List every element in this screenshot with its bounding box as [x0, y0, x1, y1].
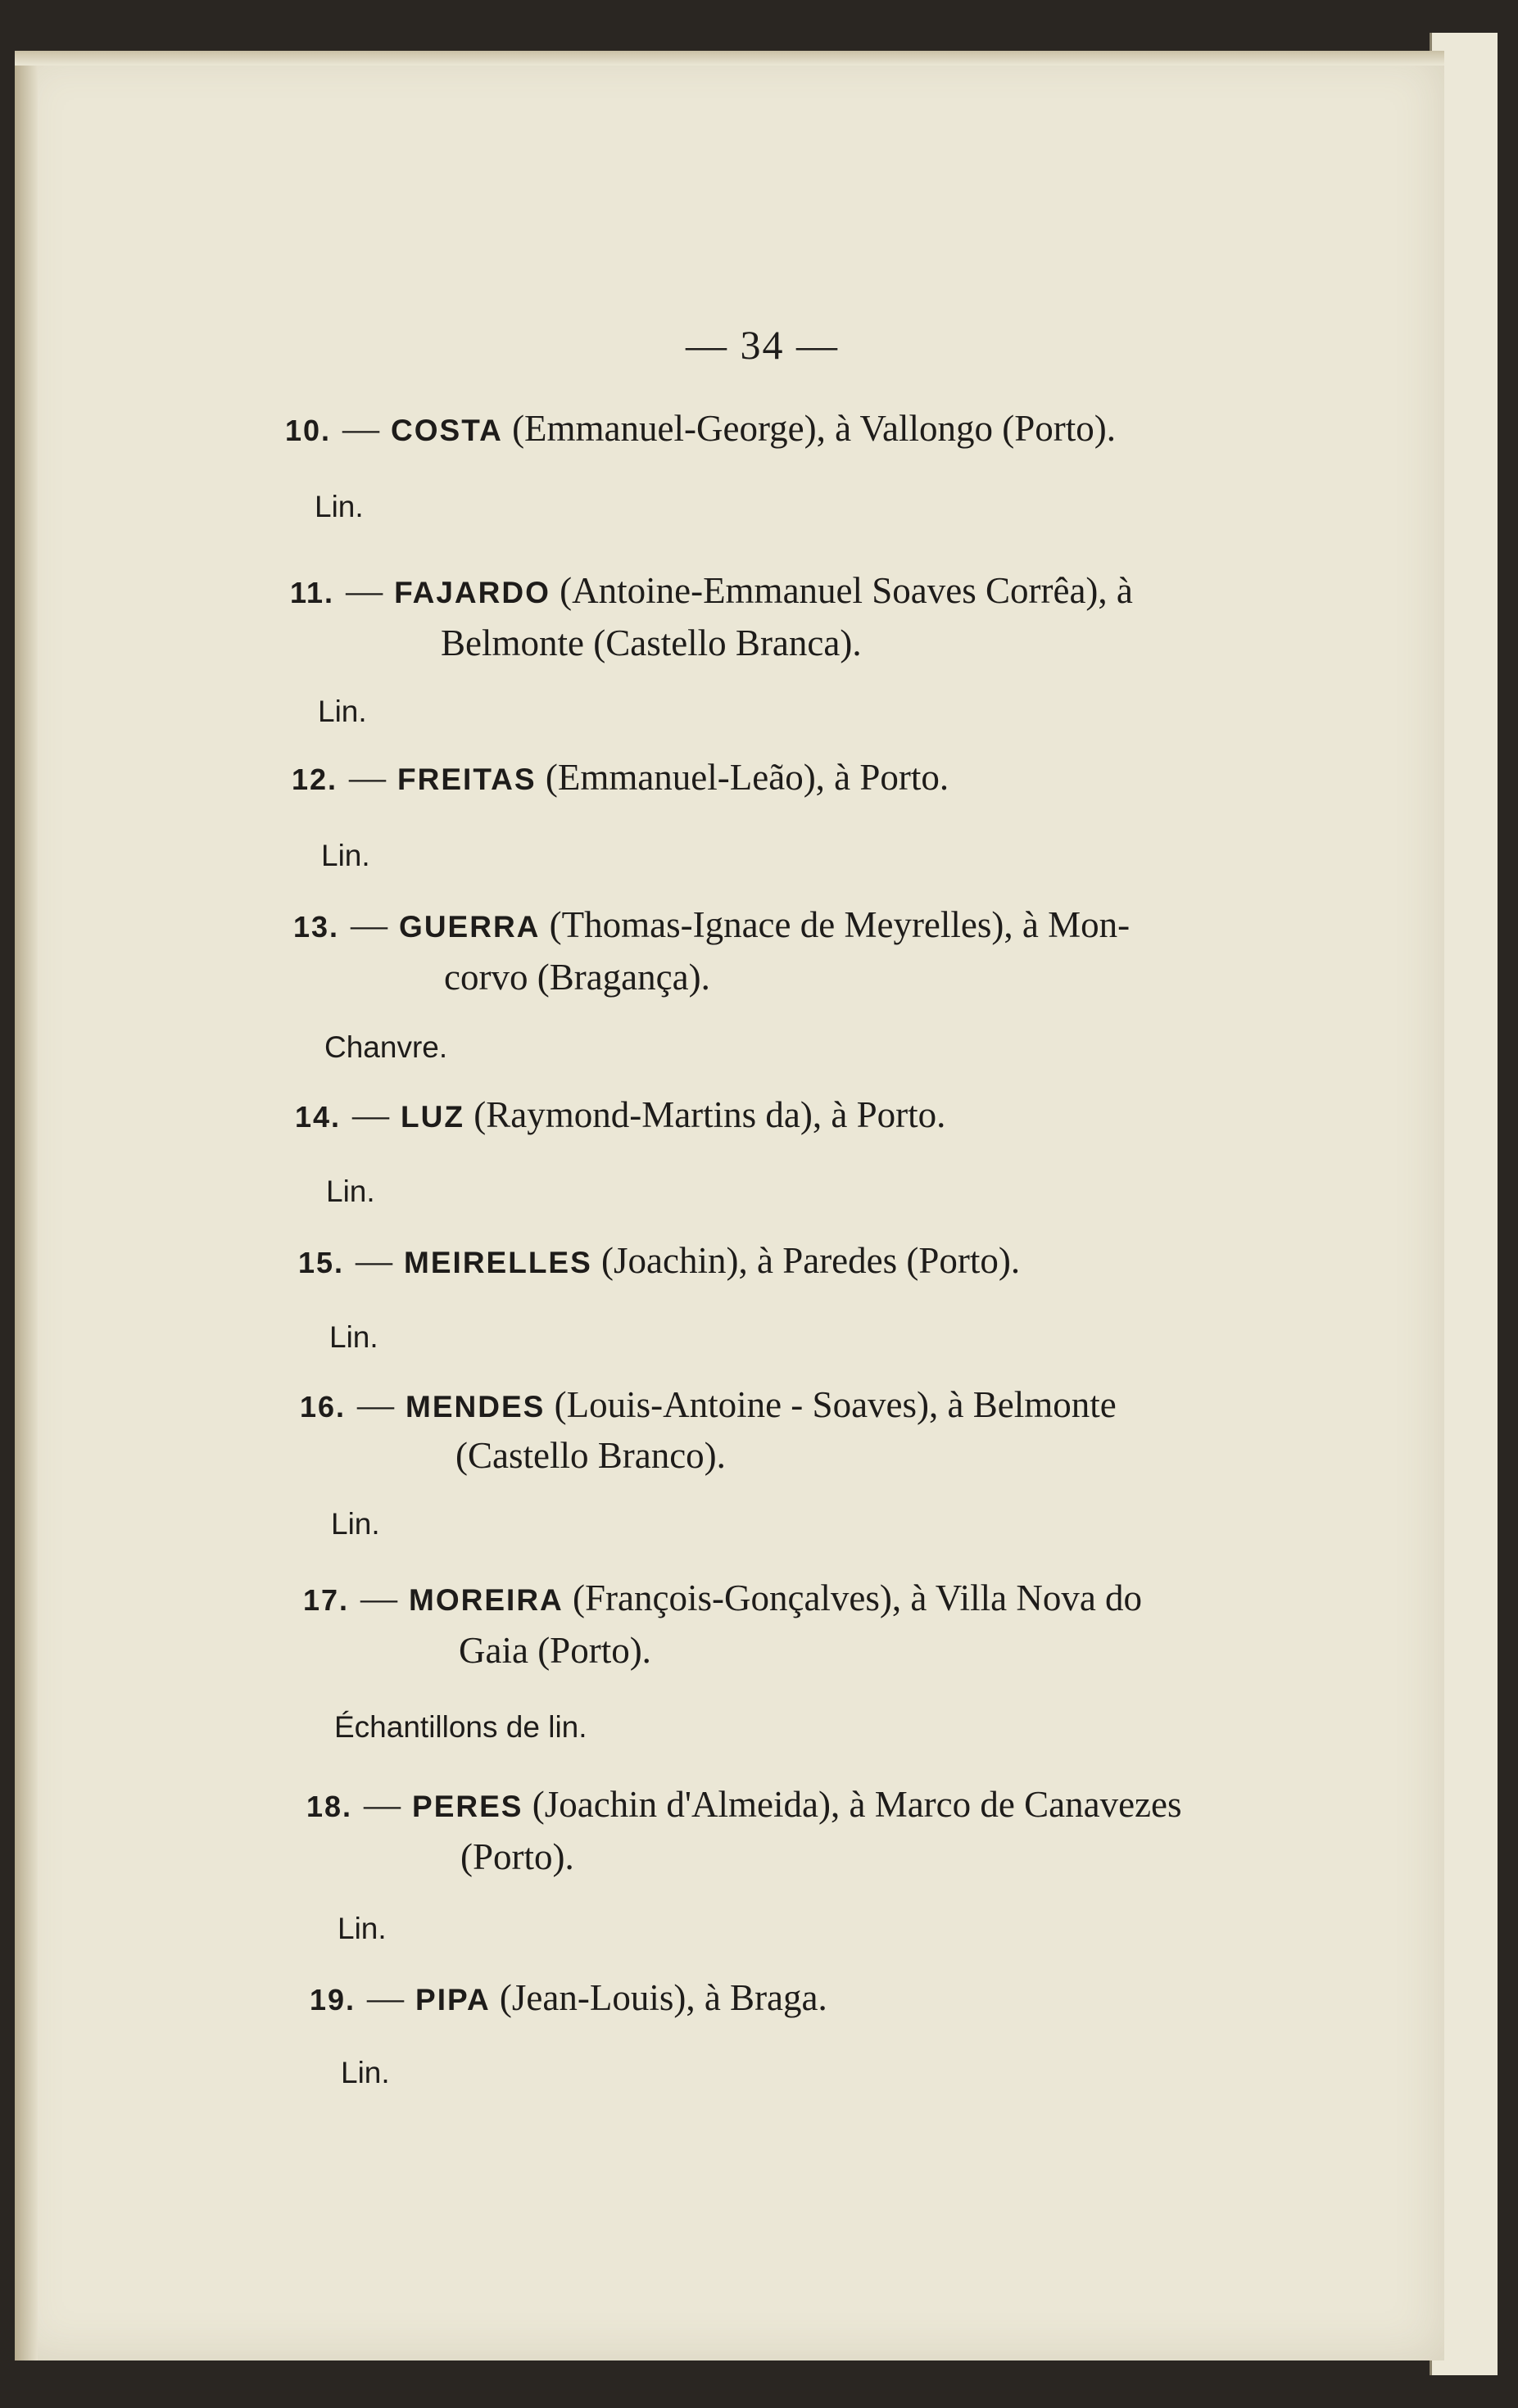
entry-details: (Antoine-Emmanuel Soaves Corrêa), à	[550, 570, 1133, 611]
entry-details: (Joachin d'Almeida), à Marco de Canavezes	[523, 1784, 1182, 1825]
entry-number: 18.	[306, 1790, 353, 1823]
entry-product: Lin.	[338, 1912, 387, 1945]
entry-heading-line	[300, 1379, 1117, 1433]
entry-details: (Emmanuel-George), à Vallongo (Porto).	[502, 408, 1116, 449]
entry-details: (François-Gonçalves), à Villa Nova do	[563, 1577, 1143, 1618]
page-number: — 34 —	[686, 322, 839, 368]
entry-name: FAJARDO	[394, 576, 551, 609]
entry-name: LUZ	[401, 1100, 464, 1134]
entry-name: COSTA	[391, 414, 503, 447]
entry-dash: —	[349, 757, 387, 798]
entry-number: 15.	[298, 1246, 345, 1279]
entry-name: PIPA	[415, 1983, 491, 2016]
entry-heading-line	[298, 1235, 1020, 1288]
entry-product: Lin.	[315, 490, 364, 523]
entry-continuation: Belmonte (Castello Branca).	[441, 622, 862, 663]
entry-product: Lin.	[326, 1175, 375, 1208]
entry-dash: —	[360, 1577, 398, 1618]
entry-dash: —	[352, 1094, 390, 1135]
page-text	[15, 51, 1444, 2360]
entry-continuation: corvo (Bragança).	[444, 957, 710, 998]
entry-number: 12.	[292, 763, 338, 796]
entry-product: Lin.	[321, 839, 370, 872]
entry-name: GUERRA	[399, 910, 541, 944]
entry-name: MENDES	[406, 1390, 546, 1424]
entry-number: 16.	[300, 1390, 347, 1424]
entry-dash: —	[357, 1384, 395, 1425]
entry-details: (Louis-Antoine - Soaves), à Belmonte	[545, 1384, 1117, 1425]
entry-continuation: (Castello Branco).	[455, 1435, 726, 1476]
entry-name: MEIRELLES	[404, 1246, 592, 1279]
entry-heading-line	[290, 565, 1133, 618]
entry-name: MOREIRA	[409, 1583, 564, 1617]
entry-dash: —	[356, 1240, 393, 1281]
entry-name: FREITAS	[397, 763, 537, 796]
entry-continuation: (Porto).	[460, 1836, 574, 1877]
entry-name: PERES	[412, 1790, 523, 1823]
entry-heading-line	[285, 403, 1116, 456]
entry-product: Lin.	[318, 695, 367, 728]
entry-product: Lin.	[331, 1507, 380, 1541]
entry-heading-line	[292, 752, 949, 805]
entry-number: 13.	[293, 910, 340, 944]
entry-details: (Thomas-Ignace de Meyrelles), à Mon-	[540, 904, 1131, 945]
entry-product: Lin.	[329, 1320, 378, 1354]
entry-product: Lin.	[341, 2056, 390, 2089]
entry-details: (Emmanuel-Leão), à Porto.	[536, 757, 949, 798]
entry-dash: —	[351, 904, 388, 945]
entry-dash: —	[367, 1977, 405, 2018]
entry-heading-line	[295, 1089, 945, 1143]
entry-dash: —	[364, 1784, 401, 1825]
entry-number: 10.	[285, 414, 332, 447]
entry-heading-line	[293, 899, 1130, 953]
entry-number: 17.	[303, 1583, 350, 1617]
entry-number: 11.	[290, 576, 335, 609]
entry-continuation: Gaia (Porto).	[459, 1630, 651, 1671]
entry-number: 14.	[295, 1100, 342, 1134]
entry-heading-line	[306, 1779, 1182, 1832]
entry-details: (Joachin), à Paredes (Porto).	[591, 1240, 1021, 1281]
entry-details: (Jean-Louis), à Braga.	[490, 1977, 827, 2018]
entry-heading-line	[303, 1573, 1142, 1626]
entry-product: Chanvre.	[324, 1030, 448, 1064]
entry-dash: —	[342, 408, 380, 449]
entry-product: Échantillons de lin.	[334, 1710, 587, 1744]
entry-heading-line	[310, 1972, 827, 2026]
entry-dash: —	[346, 570, 383, 611]
entry-details: (Raymond-Martins da), à Porto.	[464, 1094, 946, 1135]
entry-number: 19.	[310, 1983, 356, 2016]
book-page	[15, 51, 1444, 2360]
